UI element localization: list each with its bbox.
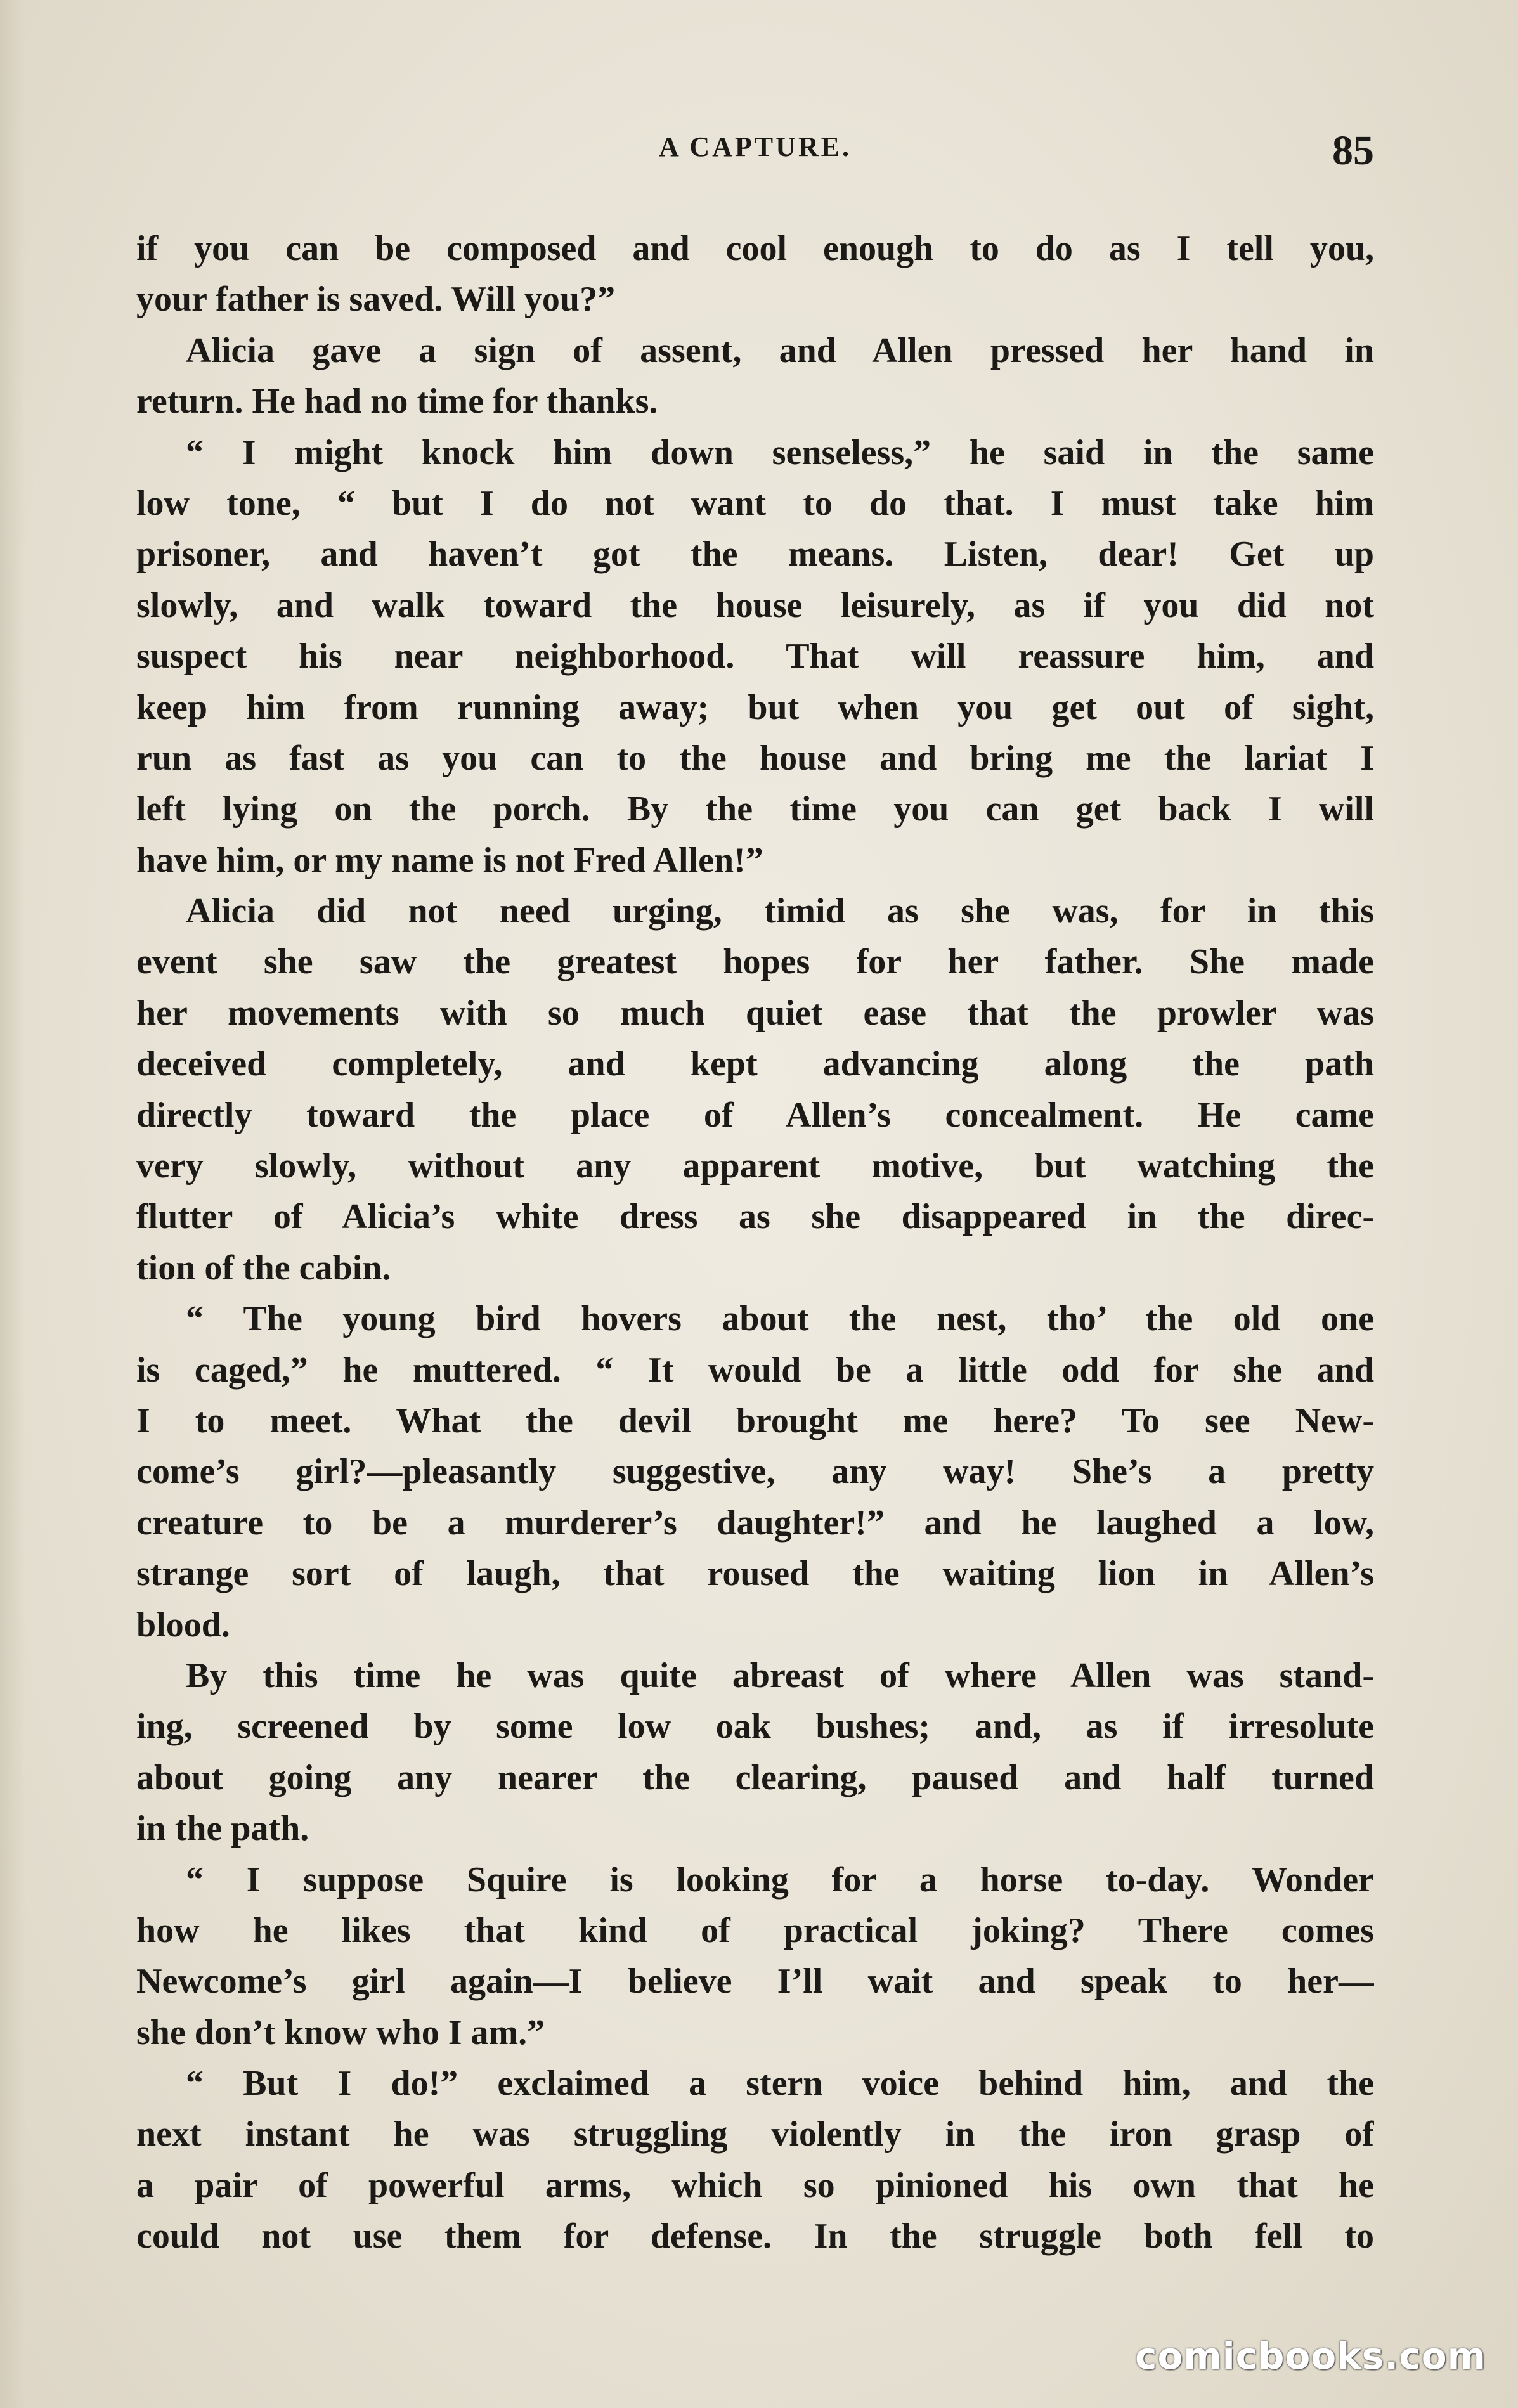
text-line: strange sort of laugh, that roused the waiting lion in Allen’s	[136, 1554, 1374, 1594]
text-line: I to meet. What the devil brought me here? To see New-	[136, 1401, 1374, 1440]
text-line: come’s girl?—pleasantly suggestive, any way! She’s a pretty	[136, 1452, 1374, 1492]
text-line: is caged,” he muttered. “ It would be a little odd for she and	[136, 1350, 1374, 1390]
text-line: left lying on the porch. By the time you can get back I will	[136, 789, 1374, 829]
text-line: very slowly, without any apparent motive, but watching the	[136, 1146, 1374, 1186]
text-line: low tone, “ but I do not want to do that. I must take him	[136, 483, 1374, 523]
text-line: about going any nearer the clearing, paused and half turned	[136, 1757, 1374, 1797]
text-line: return. He had no time for thanks.	[136, 382, 658, 422]
text-line: she don’t know who I am.”	[136, 2012, 545, 2052]
text-line: By this time he was quite abreast of where Allen was stand-	[186, 1655, 1374, 1695]
text-line: if you can be composed and cool enough to do as I tell you,	[136, 229, 1374, 268]
text-line: a pair of powerful arms, which so pinioned his own that he	[136, 2165, 1374, 2205]
page-edge-shadow	[0, 0, 25, 2408]
text-line: in the path.	[136, 1809, 309, 1849]
text-line: blood.	[136, 1605, 230, 1645]
text-line: how he likes that kind of practical joking? There comes	[136, 1910, 1374, 1950]
text-line: event she saw the greatest hopes for her father. She made	[136, 942, 1374, 982]
text-line: next instant he was struggling violently in the iron grasp of	[136, 2114, 1374, 2154]
text-line: Alicia gave a sign of assent, and Allen pressed her hand in	[186, 330, 1374, 370]
text-line: suspect his near neighborhood. That will reassure him, and	[136, 637, 1374, 676]
text-line: “ I suppose Squire is looking for a horse to-day. Wonder	[186, 1860, 1374, 1900]
text-line: have him, or my name is not Fred Allen!”	[136, 840, 763, 880]
text-line: Newcome’s girl again—I believe I’ll wait and speak to her—	[136, 1962, 1374, 2002]
text-line: “ But I do!” exclaimed a stern voice behind him, and the	[186, 2064, 1374, 2104]
page-number: 85	[1332, 127, 1374, 174]
running-head: A CAPTURE.	[658, 131, 852, 162]
site-watermark: comicbooks.com	[1135, 2334, 1486, 2378]
text-line: flutter of Alicia’s white dress as she disappeared in the direc-	[136, 1197, 1374, 1237]
text-line: “ I might knock him down senseless,” he said in the same	[186, 432, 1374, 472]
text-line: Alicia did not need urging, timid as she was, for in this	[186, 891, 1374, 931]
text-line: tion of the cabin.	[136, 1248, 391, 1288]
text-line: keep him from running away; but when you get out of sight,	[136, 687, 1374, 727]
text-line: “ The young bird hovers about the nest, tho’ the old one	[186, 1299, 1374, 1339]
text-line: her movements with so much quiet ease that the prowler was	[136, 993, 1374, 1033]
page-header	[136, 127, 1374, 178]
text-line: could not use them for defense. In the struggle both fell to	[136, 2217, 1374, 2256]
text-line: your father is saved. Will you?”	[136, 280, 616, 320]
text-line: deceived completely, and kept advancing along the path	[136, 1044, 1374, 1084]
text-line: slowly, and walk toward the house leisurely, as if you did not	[136, 585, 1374, 625]
text-line: creature to be a murderer’s daughter!” and he laughed a low,	[136, 1503, 1374, 1543]
text-line: ing, screened by some low oak bushes; and, as if irresolute	[136, 1707, 1374, 1747]
body-text	[136, 223, 1374, 2262]
text-line: directly toward the place of Allen’s concealment. He came	[136, 1095, 1374, 1135]
text-line: run as fast as you can to the house and bring me the lariat I	[136, 738, 1374, 778]
text-line: prisoner, and haven’t got the means. Listen, dear! Get up	[136, 534, 1374, 574]
